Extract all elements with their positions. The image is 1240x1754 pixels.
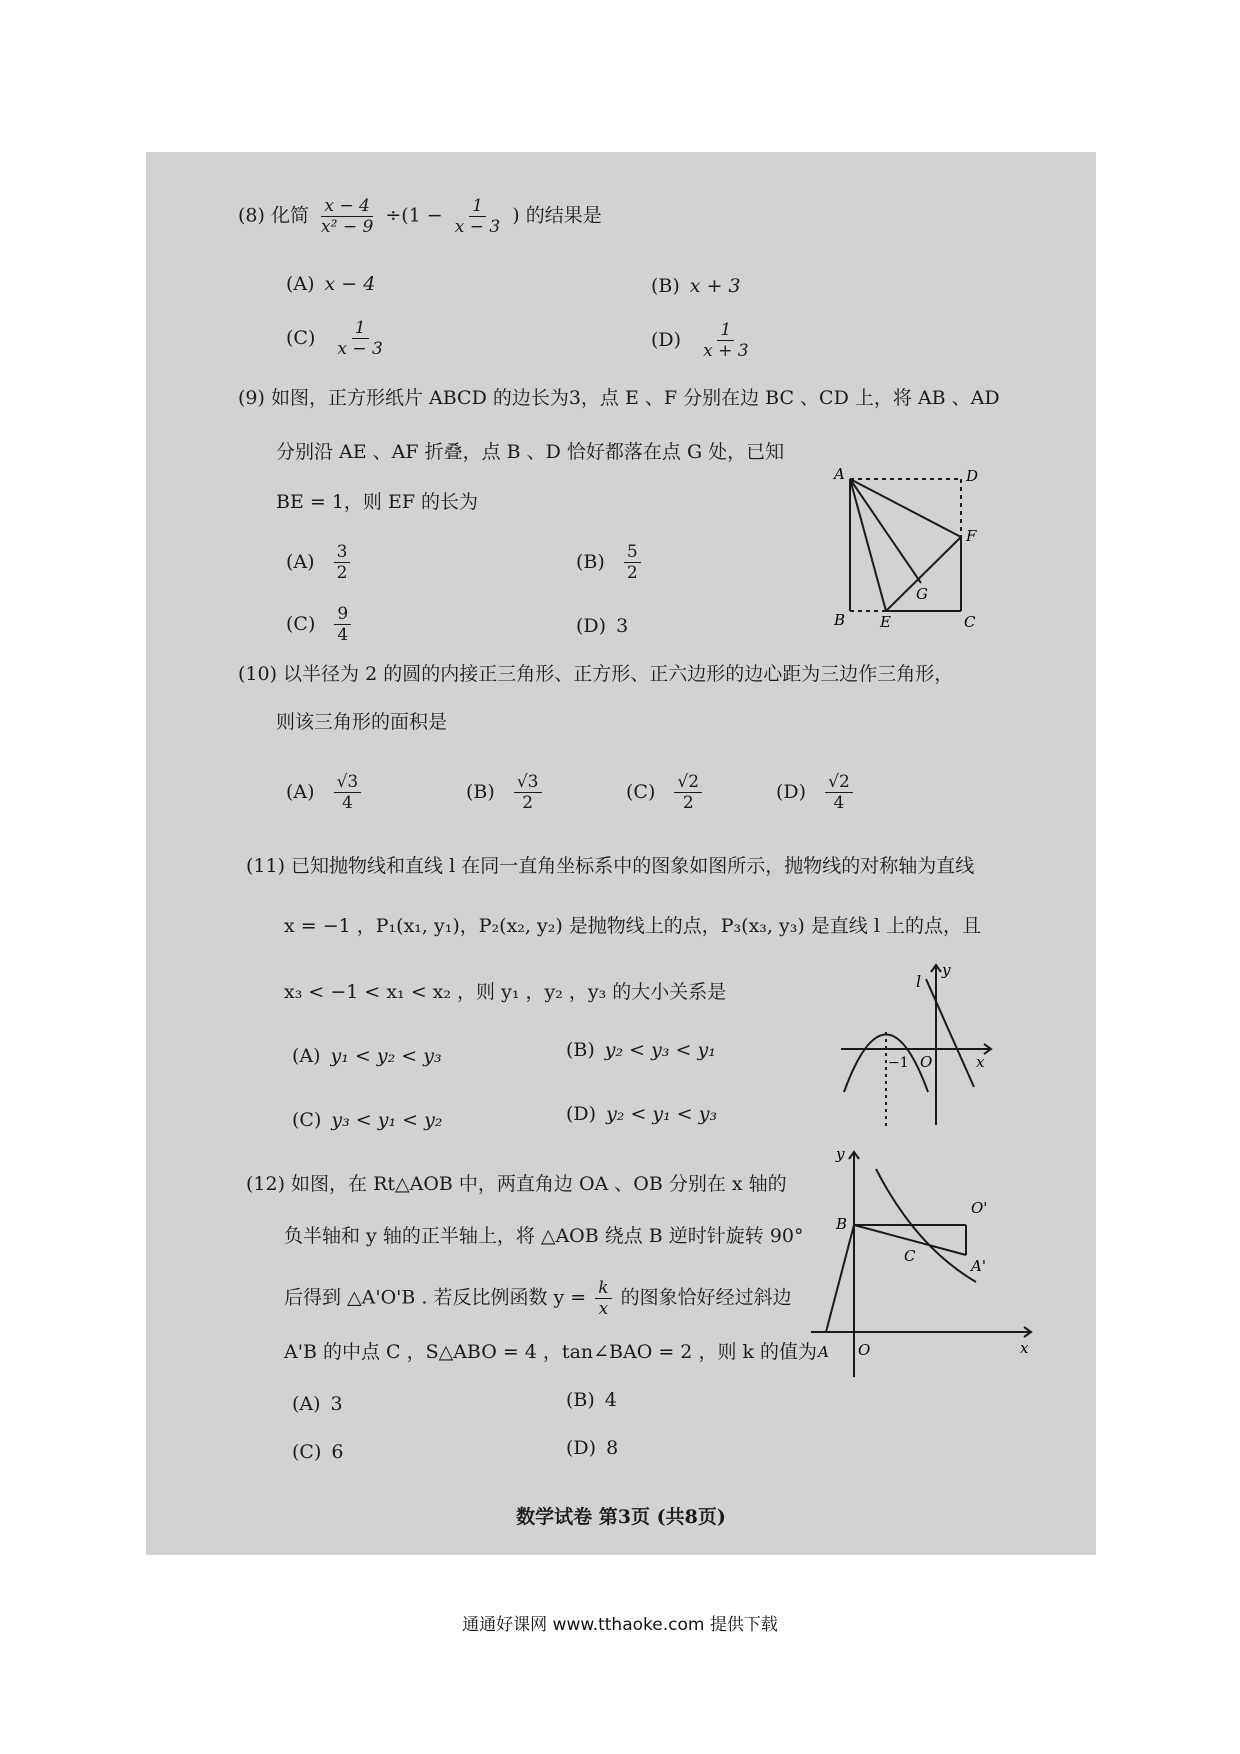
option-value: 8 — [606, 1437, 619, 1459]
label-g: G — [916, 585, 928, 603]
q8-option-a — [286, 270, 375, 298]
fraction-numerator: √3 — [514, 772, 542, 793]
option-label: (B) — [566, 1039, 595, 1061]
label-y: y — [836, 1145, 845, 1163]
label-a-prime: A' — [971, 1257, 986, 1275]
option-value: 6 — [331, 1441, 344, 1463]
q9-option-b — [576, 542, 644, 583]
fraction-numerator: √2 — [674, 772, 702, 793]
option-value: y₃ < y₁ < y₂ — [331, 1109, 443, 1131]
q8-operator: ÷(1 − — [385, 204, 443, 227]
option-label: (D) — [566, 1437, 597, 1459]
option-value: y₁ < y₂ < y₃ — [330, 1045, 442, 1067]
q8-frac1-numerator: x − 4 — [321, 196, 372, 217]
fraction-numerator: 5 — [624, 542, 641, 563]
fraction-denominator: 4 — [342, 793, 353, 813]
q8-suffix: ) 的结果是 — [512, 204, 602, 227]
q8-frac2-denominator: x − 3 — [454, 217, 501, 237]
segment-ag — [850, 479, 921, 583]
option-value: y₂ < y₃ < y₁ — [604, 1039, 716, 1061]
option-fraction — [624, 542, 641, 583]
segment-ab — [826, 1225, 854, 1332]
label-x: x — [1020, 1339, 1029, 1357]
fraction-denominator: 2 — [682, 793, 694, 813]
question-8-stem — [238, 196, 602, 237]
label-origin: O — [920, 1053, 933, 1071]
question-9-line-1: (9) 如图，正方形纸片 ABCD 的边长为3，点 E 、F 分别在边 BC 、CD 上，将 AB 、AD — [238, 387, 1000, 409]
label-a: A — [818, 1343, 829, 1361]
q8-fraction-2 — [452, 196, 503, 237]
option-fraction — [674, 772, 702, 813]
label-b: B — [834, 611, 846, 629]
option-label: (A) — [286, 273, 315, 295]
fraction-numerator: √2 — [825, 772, 853, 793]
option-label: (B) — [651, 275, 680, 297]
q12-option-b — [566, 1386, 617, 1414]
q12-line-3-end: 的图象恰好经过斜边 — [620, 1286, 792, 1309]
fraction-denominator: 2 — [336, 563, 348, 583]
option-fraction — [334, 604, 351, 645]
option-value: 3 — [616, 615, 629, 637]
crease-af — [850, 479, 961, 537]
line-l — [926, 979, 974, 1087]
q9-option-c — [286, 604, 354, 645]
fraction-numerator: √3 — [334, 772, 362, 793]
option-label: (D) — [566, 1103, 597, 1125]
option-label: (C) — [626, 780, 656, 803]
q8-fraction-1 — [318, 196, 376, 237]
option-fraction — [334, 318, 385, 359]
option-value: y₂ < y₁ < y₃ — [606, 1103, 718, 1125]
fraction-denominator: 2 — [626, 563, 638, 583]
option-label: (A) — [286, 780, 315, 803]
option-fraction — [825, 772, 853, 813]
q12-line-3-start: 后得到 △A'O'B . 若反比例函数 y = — [284, 1286, 587, 1309]
question-11-line-1: (11) 已知抛物线和直线 l 在同一直角坐标系中的图象如图所示，抛物线的对称轴为直线 — [246, 855, 975, 877]
fraction-numerator: 3 — [334, 542, 351, 563]
option-fraction — [700, 320, 751, 361]
q12-rotation-figure — [806, 1137, 1036, 1382]
option-value: 4 — [604, 1389, 617, 1411]
fraction-numerator: k — [595, 1278, 611, 1299]
question-10-line-2: 则该三角形的面积是 — [276, 711, 448, 733]
label-c: C — [904, 1247, 916, 1265]
download-credit: 通通好课网 www.tthaoke.com 提供下载 — [462, 1615, 778, 1635]
option-label: (A) — [292, 1393, 321, 1415]
page-footer: 数学试卷 第3页 (共8页) — [516, 1506, 726, 1528]
option-label: (C) — [292, 1109, 322, 1131]
q10-option-a — [286, 772, 364, 813]
option-label: (C) — [286, 612, 316, 635]
option-value: x + 3 — [689, 275, 741, 297]
option-label: (B) — [466, 780, 495, 803]
label-y: y — [942, 961, 951, 979]
question-10-line-1: (10) 以半径为 2 的圆的内接正三角形、正方形、正六边形的边心距为三边作三角形， — [238, 663, 954, 685]
fraction-denominator: 4 — [337, 625, 349, 645]
q10-option-c — [626, 772, 705, 813]
option-label: (D) — [576, 615, 607, 637]
fraction-denominator: x + 3 — [703, 341, 749, 361]
question-11-line-2: x = −1 ，P₁(x₁, y₁)，P₂(x₂, y₂) 是抛物线上的点，P₃(x₃, y₃) 是直线 l 上的点，且 — [284, 915, 981, 937]
q8-option-c — [286, 318, 389, 359]
option-label: (B) — [576, 550, 605, 573]
q9-square-figure — [826, 457, 979, 631]
label-x: x — [976, 1053, 985, 1071]
label-c: C — [964, 613, 976, 631]
q12-option-c — [292, 1438, 343, 1466]
label-e: E — [880, 613, 891, 631]
label-origin: O — [858, 1341, 871, 1359]
q11-option-a — [292, 1042, 442, 1070]
label-a: A — [834, 465, 845, 483]
q9-option-d — [576, 612, 628, 640]
option-label: (C) — [292, 1441, 322, 1463]
q11-option-d — [566, 1100, 717, 1128]
question-9-line-3: BE = 1，则 EF 的长为 — [276, 491, 479, 513]
fraction-denominator: 2 — [522, 793, 534, 813]
option-fraction — [334, 772, 362, 813]
label-o-prime: O' — [971, 1199, 988, 1217]
q12-fraction — [595, 1278, 611, 1319]
label-b: B — [836, 1215, 848, 1233]
q8-option-d — [651, 320, 755, 361]
q8-frac2-numerator: 1 — [469, 196, 486, 217]
question-12-line-1: (12) 如图，在 Rt△AOB 中，两直角边 OA 、OB 分别在 x 轴的 — [246, 1173, 787, 1195]
exam-page — [146, 152, 1096, 1555]
question-9-line-2: 分别沿 AE 、AF 折叠，点 B 、D 恰好都落在点 G 处，已知 — [276, 441, 785, 463]
fraction-numerator: 1 — [717, 320, 734, 341]
q11-parabola-figure — [826, 947, 996, 1127]
question-12-line-2: 负半轴和 y 轴的正半轴上，将 △AOB 绕点 B 逆时针旋转 90° — [284, 1225, 804, 1247]
q8-frac1-denominator: x² − 9 — [321, 217, 374, 237]
fraction-numerator: 9 — [334, 604, 351, 625]
fraction-denominator: 4 — [833, 793, 845, 813]
option-label: (D) — [651, 328, 682, 351]
option-label: (C) — [286, 326, 316, 349]
fraction-denominator: x — [598, 1299, 609, 1319]
q12-option-a — [292, 1390, 343, 1418]
q10-option-b — [466, 772, 545, 813]
label-line-l: l — [916, 972, 922, 991]
option-value: 3 — [330, 1393, 343, 1415]
crease-ae — [850, 479, 886, 611]
question-12-line-4: A'B 的中点 C ，S△ABO = 4 ，tan∠BAO = 2 ，则 k 的值为 — [284, 1341, 818, 1363]
q8-option-b — [651, 272, 741, 300]
label-f: F — [966, 527, 977, 545]
option-label: (D) — [776, 780, 807, 803]
option-label: (A) — [286, 550, 315, 573]
option-fraction — [514, 772, 542, 813]
q8-prefix: (8) 化简 — [238, 204, 309, 227]
fraction-denominator: x − 3 — [337, 339, 383, 359]
q12-option-d — [566, 1434, 618, 1462]
label-d: D — [966, 467, 979, 485]
option-value: x − 4 — [324, 273, 376, 295]
option-label: (A) — [292, 1045, 321, 1067]
q11-option-c — [292, 1106, 442, 1134]
question-12-line-3 — [284, 1278, 792, 1319]
q10-option-d — [776, 772, 856, 813]
label-minus-one: −1 — [888, 1055, 909, 1071]
q11-option-b — [566, 1036, 716, 1064]
q9-option-a — [286, 542, 353, 583]
question-11-line-3: x₃ < −1 < x₁ < x₂ ，则 y₁ ，y₂ ，y₃ 的大小关系是 — [284, 981, 727, 1003]
option-label: (B) — [566, 1389, 595, 1411]
option-fraction — [334, 542, 351, 583]
fraction-numerator: 1 — [352, 318, 369, 339]
